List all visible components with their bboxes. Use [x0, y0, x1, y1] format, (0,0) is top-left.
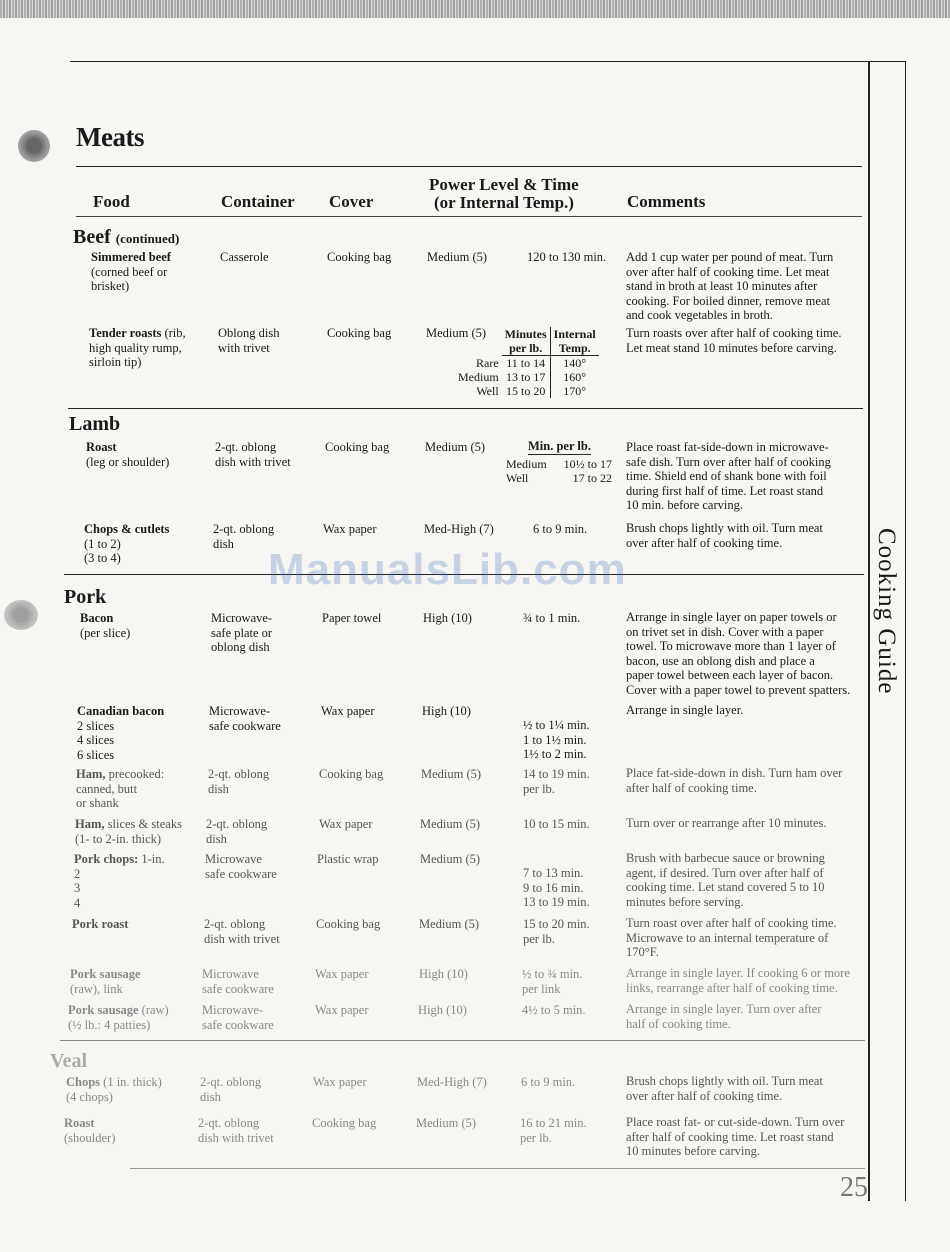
container-cell: Microwave safe cookware — [202, 967, 274, 996]
time-cell: 14 to 19 min. per lb. — [523, 767, 590, 796]
comments-cell: Turn over or rearrange after 10 minutes. — [626, 816, 827, 830]
temp-value: 140° — [550, 356, 599, 371]
food-name: Pork chops: — [74, 852, 139, 866]
food-name: Chops & cutlets — [84, 522, 170, 536]
time-cell: ½ to 1¼ min. 1 to 1½ min. 1½ to 2 min. — [523, 718, 590, 761]
food-cell — [84, 522, 209, 566]
food-detail: (rib, high quality rump, sirloin tip) — [89, 326, 186, 369]
header-power-line2: (or Internal Temp.) — [434, 193, 574, 212]
cover-cell: Cooking bag — [316, 917, 381, 931]
food-name: Tender roasts — [89, 326, 162, 340]
container-cell: 2-qt. oblong dish — [208, 767, 270, 796]
power-cell: Medium (5) — [420, 852, 481, 866]
header-cover: Cover — [329, 192, 374, 211]
food-cell — [91, 250, 209, 294]
sidebar-top-rule — [868, 61, 906, 62]
scan-top-band — [0, 0, 950, 18]
minutes-value: 10½ to 17 — [563, 457, 613, 471]
temp-value: 160° — [550, 370, 599, 384]
food-name: Chops — [66, 1075, 101, 1089]
comments-cell: Arrange in single layer. — [626, 703, 744, 717]
food-cell — [77, 704, 202, 762]
food-name: Bacon — [80, 611, 114, 625]
section-pork: Pork — [64, 586, 107, 608]
power-cell: High (10) — [423, 611, 472, 625]
power-cell: Medium (5) — [421, 767, 482, 781]
food-cell — [64, 1116, 194, 1145]
comments-cell: Turn roast over after half of cooking time. Microwave to an internal temperature of 170°F. — [626, 916, 837, 959]
container-cell: 2-qt. oblong dish with trivet — [204, 917, 280, 946]
container-cell: 2-qt. oblong dish with trivet — [215, 440, 291, 469]
time-cell: 4½ to 5 min. — [522, 1003, 586, 1017]
power-cell: High (10) — [422, 704, 471, 718]
power-cell: Med-High (7) — [424, 522, 494, 536]
comments-cell: Arrange in single layer. Turn over after half of cooking time. — [626, 1002, 822, 1031]
food-name: Roast — [64, 1116, 95, 1130]
container-cell: 2-qt. oblong dish — [213, 522, 275, 551]
food-detail: 2 slices 4 slices 6 slices — [77, 718, 115, 762]
header-power-line1: Power Level & Time — [429, 175, 579, 194]
food-detail: (shoulder) — [64, 1130, 116, 1145]
sidebar-label: Cooking Guide — [873, 528, 900, 695]
food-name: Pork sausage — [68, 1003, 139, 1017]
time-cell: 6 to 9 min. — [521, 1075, 576, 1089]
food-detail: (1 to 2) (3 to 4) — [84, 536, 121, 565]
food-detail: (leg or shoulder) — [86, 454, 170, 469]
food-cell — [74, 852, 199, 910]
time-cell: 15 to 20 min. per lb. — [523, 917, 590, 946]
doneness-label-head — [455, 327, 502, 356]
cover-cell: Plastic wrap — [317, 852, 379, 866]
section-rule — [60, 1040, 865, 1041]
table-row — [503, 471, 615, 485]
time-cell: ½ to ¾ min. per link — [522, 967, 583, 996]
food-name: Canadian bacon — [77, 704, 165, 718]
table-row — [503, 457, 615, 471]
comments-cell: Place fat-side-down in dish. Turn ham over after half of cooking time. — [626, 766, 843, 795]
sidebar-left-rule — [868, 61, 870, 1201]
power-cell: Medium (5) — [420, 817, 481, 831]
header-comments: Comments — [627, 192, 706, 211]
food-detail: (raw) (½ lb.: 4 patties) — [68, 1003, 169, 1032]
food-name: Roast — [86, 440, 117, 454]
header-food: Food — [93, 192, 130, 211]
comments-cell: Place roast fat- or cut-side-down. Turn over after half of cooking time. Let roast stand 10 minutes before carving. — [626, 1115, 845, 1158]
food-cell — [66, 1075, 196, 1104]
punch-hole-mark — [18, 130, 50, 162]
container-cell: Casserole — [220, 250, 269, 264]
food-cell — [75, 817, 205, 846]
food-cell — [89, 326, 211, 370]
page-title: Meats — [76, 122, 144, 152]
food-name: Pork sausage — [70, 967, 141, 981]
comments-cell: Turn roasts over after half of cooking time. Let meat stand 10 minutes before carving. — [626, 326, 842, 355]
section-veal: Veal — [50, 1050, 88, 1072]
food-detail: (per slice) — [80, 625, 131, 640]
cover-cell: Paper towel — [322, 611, 382, 625]
sidebar-right-rule — [905, 61, 906, 1201]
cover-cell: Wax paper — [315, 967, 369, 981]
food-detail: slices & steaks (1- to 2-in. thick) — [75, 817, 182, 846]
time-cell: 6 to 9 min. — [533, 522, 588, 536]
cover-cell: Cooking bag — [319, 767, 384, 781]
container-cell: Oblong dish with trivet — [218, 326, 280, 355]
container-cell: Microwave- safe plate or oblong dish — [211, 611, 273, 654]
minutes-value: 13 to 17 — [506, 370, 546, 384]
container-cell: 2-qt. oblong dish with trivet — [198, 1116, 274, 1145]
food-detail: 1-in. 2 3 4 — [74, 852, 165, 910]
cover-cell: Cooking bag — [327, 326, 392, 340]
page-number: 25 — [840, 1172, 868, 1203]
section-rule — [68, 408, 863, 409]
cover-cell: Wax paper — [319, 817, 373, 831]
food-cell — [70, 967, 198, 996]
container-cell: 2-qt. oblong dish — [200, 1075, 262, 1104]
power-cell: Medium (5) — [419, 917, 480, 931]
time-cell: ¾ to 1 min. — [523, 611, 581, 625]
time-cell: 7 to 13 min. 9 to 16 min. 13 to 19 min. — [523, 866, 590, 909]
food-detail: (corned beef or brisket) — [91, 264, 168, 293]
doneness-label: Rare — [476, 355, 499, 370]
food-detail: (raw), link — [70, 981, 123, 996]
comments-cell: Arrange in single layer. If cooking 6 or more links, rearrange after half of cooking time. — [626, 966, 850, 995]
comments-cell: Brush chops lightly with oil. Turn meat over after half of cooking time. — [626, 1074, 823, 1103]
comments-cell: Brush with barbecue sauce or browning agent, if desired. Turn over after half of cooking time. Let stand covered 5 to 10 minutes before serving. — [626, 851, 825, 909]
minutes-value: 15 to 20 — [506, 384, 546, 398]
cover-cell: Wax paper — [313, 1075, 367, 1089]
comments-cell: Add 1 cup water per pound of meat. Turn over after half of cooking time. Let meat stand in broth at least 10 minutes after cooking. For boiled dinner, remove meat and cook vegetables in broth. — [626, 250, 834, 322]
food-cell — [68, 1003, 198, 1032]
container-cell: Microwave- safe cookware — [209, 704, 281, 733]
minutes-header: Minutes per lb. — [502, 327, 551, 356]
section-beef — [73, 226, 179, 249]
minutes-value: 17 to 22 — [572, 471, 613, 485]
food-cell — [80, 611, 205, 640]
section-title: Beef — [73, 226, 111, 248]
food-detail: (1 in. thick) (4 chops) — [66, 1075, 162, 1104]
time-cell: 10 to 15 min. — [523, 817, 590, 831]
doneness-label: Medium — [506, 457, 547, 471]
cover-cell: Wax paper — [315, 1003, 369, 1017]
title-rule — [76, 166, 862, 167]
food-cell — [72, 917, 197, 932]
table-row — [455, 384, 599, 398]
doneness-label: Well — [476, 384, 499, 398]
comments-cell: Place roast fat-side-down in microwave- safe dish. Turn over after half of cooking time. Shield end of shank bone with foil during first half of time. Let roast stand 10 min. before carving. — [626, 440, 831, 512]
header-container: Container — [221, 192, 295, 211]
time-cell: 120 to 130 min. — [527, 250, 607, 264]
food-name: Ham, — [76, 767, 106, 781]
section-lamb: Lamb — [69, 413, 121, 435]
table-row — [455, 356, 599, 371]
comments-cell: Brush chops lightly with oil. Turn meat over after half of cooking time. — [626, 521, 823, 550]
food-name: Ham, — [75, 817, 105, 831]
container-cell: Microwave- safe cookware — [202, 1003, 274, 1032]
bottom-rule — [130, 1168, 865, 1169]
cover-cell: Wax paper — [323, 522, 377, 536]
watermark-text: ManualsLib.com — [268, 545, 627, 594]
food-cell — [86, 440, 211, 469]
lamb-time-header: Min. per lb. — [528, 439, 591, 453]
food-name: Pork roast — [72, 917, 129, 931]
roast-doneness-table — [455, 327, 599, 398]
doneness-label: Medium — [458, 370, 499, 384]
power-cell: High (10) — [419, 967, 468, 981]
food-cell — [76, 767, 206, 811]
cover-cell: Cooking bag — [327, 250, 392, 264]
comments-cell: Arrange in single layer on paper towels or on trivet set in dish. Cover with a paper towel. To microwave more than 1 layer of bacon, use an oblong dish and place a paper towel between each layer of bacon. Cover with a paper towel to prevent spatters. — [626, 610, 851, 697]
power-cell: Medium (5) — [427, 250, 488, 264]
doneness-label: Well — [506, 471, 529, 485]
top-rule — [70, 61, 870, 62]
food-name: Simmered beef — [91, 250, 171, 264]
cover-cell: Cooking bag — [325, 440, 390, 454]
container-cell: Microwave safe cookware — [205, 852, 277, 881]
power-cell: Medium (5) — [425, 440, 486, 454]
cover-cell: Cooking bag — [312, 1116, 377, 1130]
time-cell: 16 to 21 min. per lb. — [520, 1116, 587, 1145]
power-cell: Med-High (7) — [417, 1075, 487, 1089]
punch-hole-mark — [4, 600, 38, 630]
container-cell: 2-qt. oblong dish — [206, 817, 268, 846]
section-note: (continued) — [115, 231, 180, 246]
minutes-value: 11 to 14 — [506, 356, 546, 370]
table-row — [455, 370, 599, 384]
temp-header: Internal Temp. — [550, 327, 599, 356]
lamb-roast-time-table — [503, 457, 615, 485]
temp-value: 170° — [550, 384, 599, 398]
cover-cell: Wax paper — [321, 704, 375, 718]
power-cell: Medium (5) — [416, 1116, 477, 1130]
header-rule — [76, 216, 862, 217]
food-detail: precooked: canned, butt or shank — [76, 767, 165, 810]
power-cell: High (10) — [418, 1003, 467, 1017]
power-cell: Medium (5) — [426, 326, 487, 340]
